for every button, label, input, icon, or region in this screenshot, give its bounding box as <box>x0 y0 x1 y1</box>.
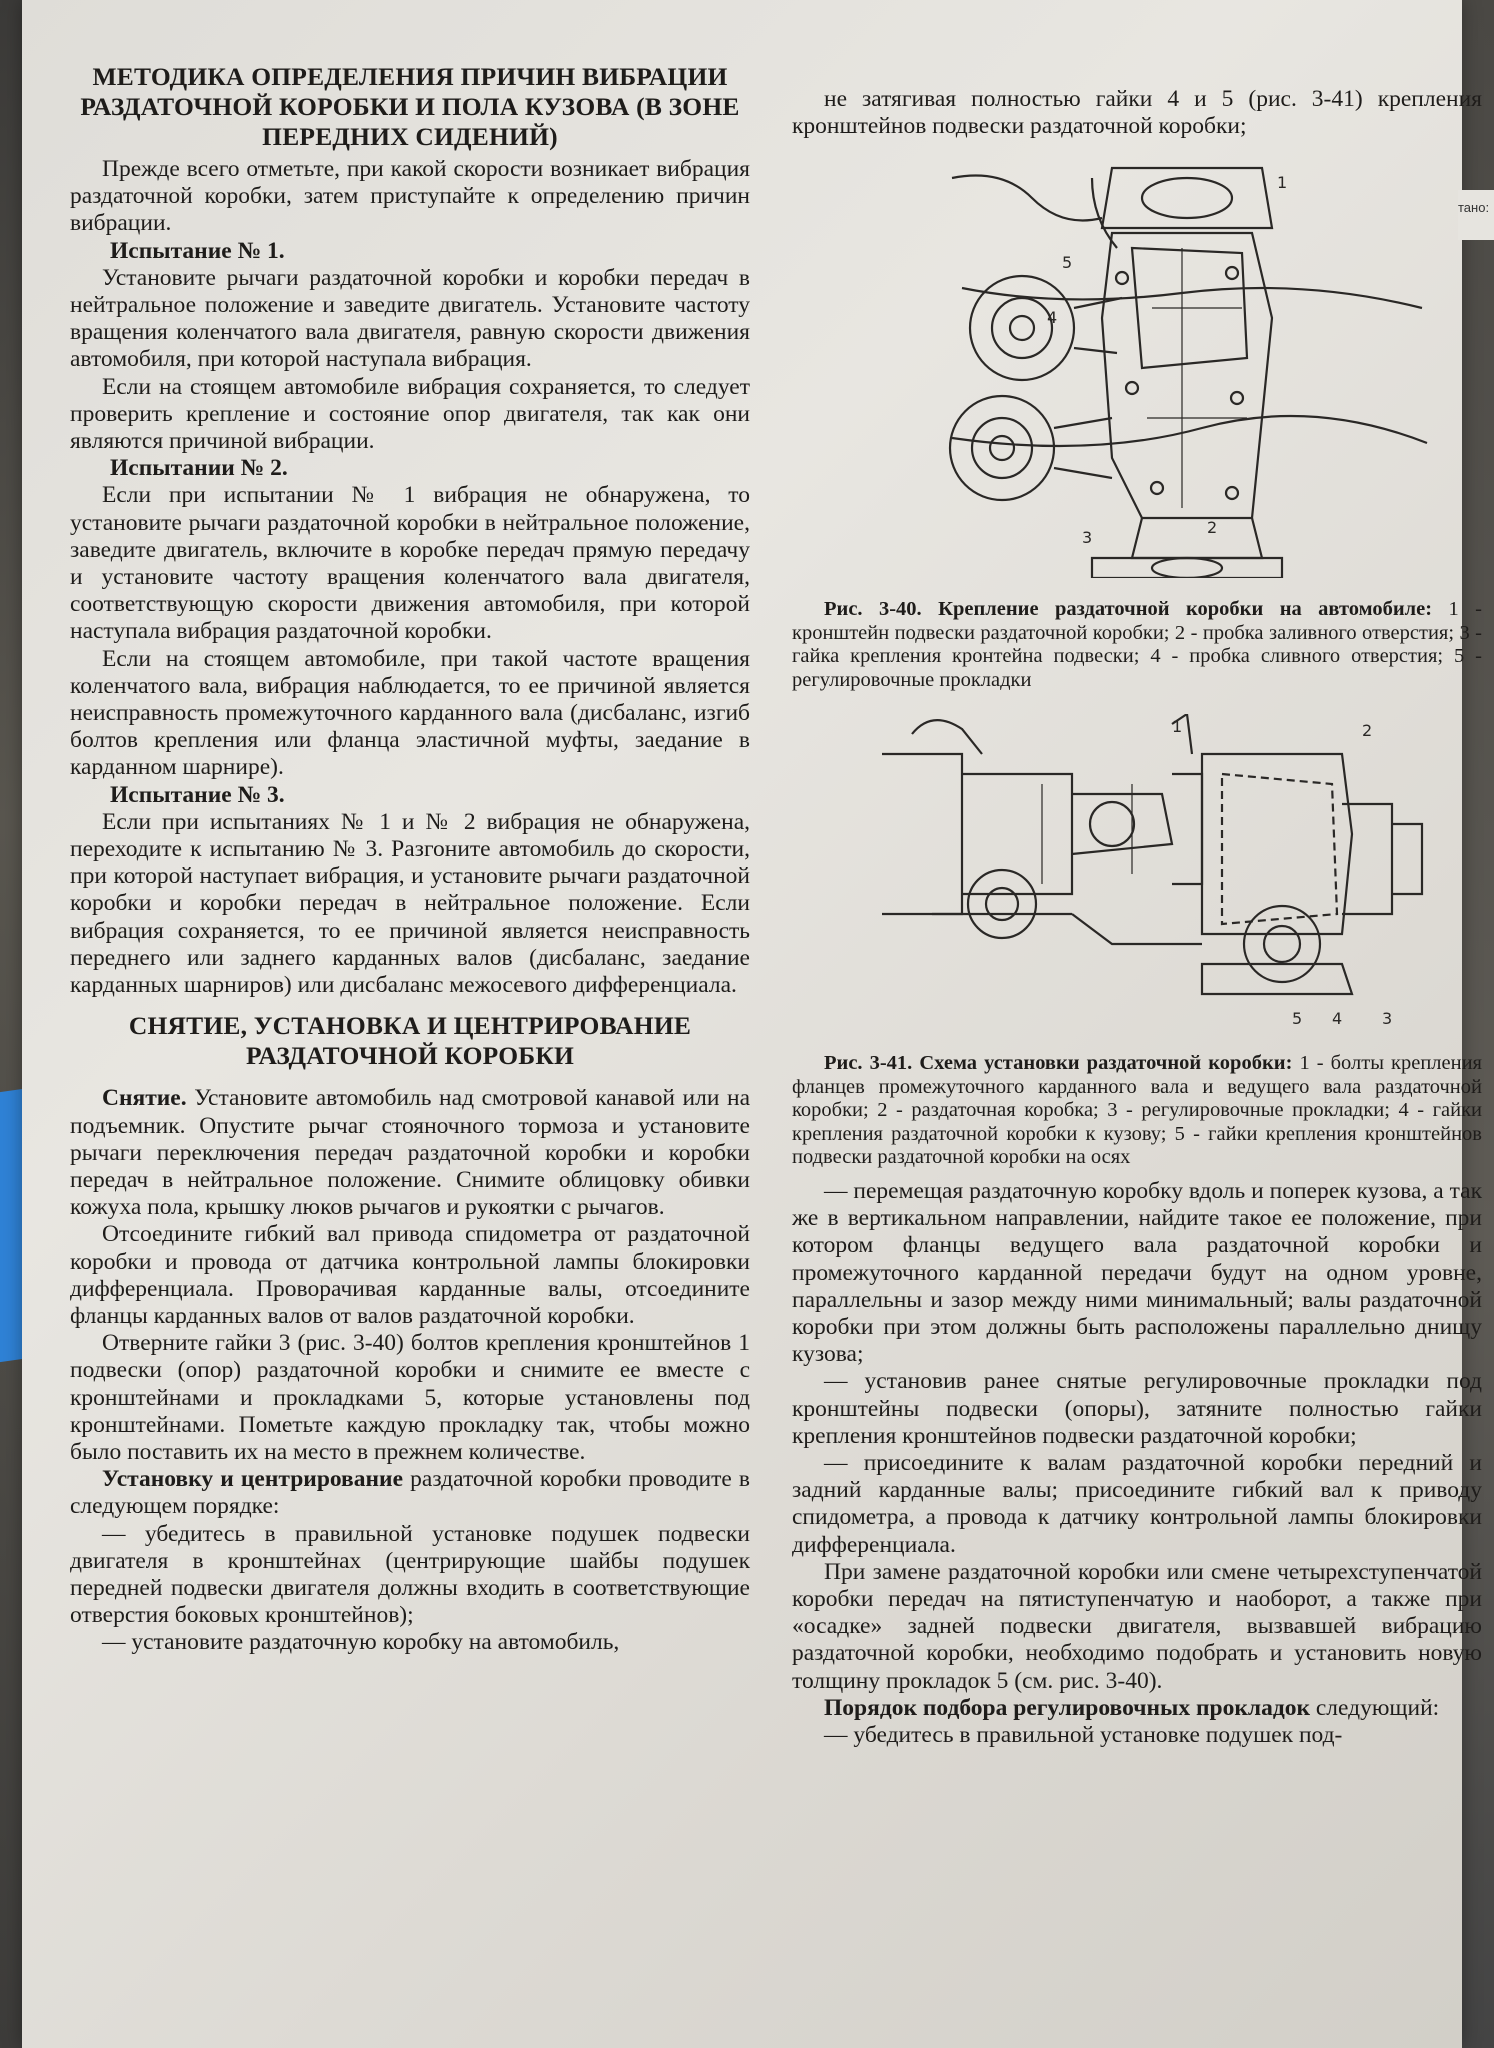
disconnect-paragraph: Отсоедините гибкий вал привода спидометра от раздаточной коробки и провода от датчика контрольной лампы блокировки дифференциала. Проворачивая карданные валы, отсоедините фланцы карданных валов от валов раздаточной коробки. <box>70 1221 750 1329</box>
install-paragraph <box>70 1466 750 1520</box>
right-top-text: не затягивая полностью гайки 4 и 5 (рис. 3-41) крепления кронштейнов подвески раздаточной коробки; <box>792 86 1482 140</box>
right-column <box>792 86 1482 1749</box>
fig41-label-2: 2 <box>1362 721 1373 741</box>
fig40-label-3: 3 <box>1082 528 1093 548</box>
test1-paragraph-2: Если на стоящем автомобиле вибрация сохраняется, то следует проверить крепление и состояние опор двигателя, так как они являются причиной вибрации. <box>70 373 750 455</box>
fig41-label-1: 1 <box>1172 717 1183 737</box>
install-text: раздаточной коробки проводите в следующем порядке: <box>70 1466 750 1520</box>
section2-title: СНЯТИЕ, УСТАНОВКА И ЦЕНТРИРОВАНИЕ РАЗДАТОЧНОЙ КОРОБКИ <box>128 1011 692 1071</box>
replace-paragraph: При замене раздаточной коробки или смене четырехступенчатой коробки передач на пятиступенчатую и наоборот, а также при «осадке» задней подвески двигателя, вызвавшей вибрацию раздаточной коробки, необходимо подобрать и установить новую толщину прокладок 5 (см. рис. 3-40). <box>792 1558 1482 1694</box>
step-4: — установив ранее снятые регулировочные прокладки под кронштейны подвески (опоры), затяните полностью гайки крепления кронштейнов подвески раздаточной коробки; <box>792 1368 1482 1449</box>
fig40-label-2: 2 <box>1207 518 1218 538</box>
edge-sticker: тано: <box>1458 190 1494 240</box>
order-label: Порядок подбора регулировочных прокладок <box>824 1694 1310 1721</box>
test2-paragraph-2: Если на стоящем автомобиле, при такой частоте вращения коленчатого вала, вибрация наблюдается, то ее причиной является неисправность промежуточного карданного вала (дисбаланс, изгиб болтов крепления или фланца эластичной муфты, заедание в карданном шарнире). <box>70 645 750 781</box>
fig40-label-5: 5 <box>1062 253 1073 273</box>
test2-heading: Испытании № 2. <box>110 455 288 482</box>
install-label: Установку и центрирование <box>102 1466 404 1493</box>
removal-paragraph <box>70 1085 750 1221</box>
figure-3-41-drawing <box>872 714 1432 1034</box>
order-paragraph <box>792 1695 1482 1722</box>
main-title: МЕТОДИКА ОПРЕДЕЛЕНИЯ ПРИЧИН ВИБРАЦИИ РАЗДАТОЧНОЙ КОРОБКИ И ПОЛА КУЗОВА (В ЗОНЕ ПЕРЕДНИХ СИДЕНИЙ) <box>80 62 740 151</box>
step-5: — присоедините к валам раздаточной коробки передний и задний карданные валы; присоедините гибкий вал к приводу спидометра, а провода к датчику контрольной лампы блокировки дифференциала. <box>792 1449 1482 1558</box>
spacer <box>792 1170 1482 1178</box>
step-1: — убедитесь в правильной установке подушек подвески двигателя в кронштейнах (центрирующие шайбы подушек передней подвески двигателя должны входить в соответствующие отверстия боковых кронштейнов); <box>70 1520 750 1629</box>
step-6: — убедитесь в правильной установке подушек под- <box>824 1721 1343 1748</box>
test3-heading: Испытание № 3. <box>110 781 285 808</box>
fig41-caption-label: Рис. 3-41. Схема установки раздаточной коробки: <box>824 1052 1293 1075</box>
fig41-label-4: 4 <box>1332 1009 1343 1029</box>
intro-paragraph: Прежде всего отметьте, при какой скорости возникает вибрация раздаточной коробки, затем приступайте к определению причин вибрации. <box>70 156 750 237</box>
fig40-label-1: 1 <box>1277 173 1288 193</box>
fig41-caption <box>792 1052 1482 1170</box>
fig41-label-3: 3 <box>1382 1009 1393 1029</box>
fig40-caption <box>792 598 1482 692</box>
figure-3-40-drawing <box>942 158 1432 578</box>
test1-paragraph-1: Установите рычаги раздаточной коробки и коробки передач в нейтральное положение и заведите двигатель. Установите частоту вращения коленчатого вала двигателя, равную скорости движения автомобиля, при которой наступала вибрация. <box>70 264 750 373</box>
step-2: — установите раздаточную коробку на автомобиль, <box>102 1629 620 1656</box>
fig41-caption-text: 1 - болты крепления фланцев промежуточного карданного вала и ведущего вала раздаточной коробки; 2 - раздаточная коробка; 3 - регулировочные прокладки; 4 - гайки крепления раздаточной коробки к кузову; 5 - гайки крепления кронштейнов подвески раздаточной коробки на осях <box>792 1052 1482 1169</box>
document-page <box>22 0 1482 2048</box>
fig40-caption-label: Рис. 3-40. Крепление раздаточной коробки на автомобиле: <box>824 598 1433 621</box>
fig40-caption-text: 1 - кронштейн подвески раздаточной коробки; 2 - пробка заливного отверстия; 3 - гайка крепления кронтейна подвески; 4 - пробка сливного отверстия; 5 - регулировочные прокладки <box>792 598 1482 691</box>
test3-paragraph: Если при испытаниях № 1 и № 2 вибрация не обнаружена, переходите к испытанию № 3. Разгоните автомобиль до скорости, при которой наступает вибрация, и установите рычаги раздаточной коробки и коробки передач в нейтральное положение. Если вибрация сохраняется, то ее причиной является неисправность переднего или заднего карданных валов (дисбаланс, заедание карданных шарниров) или дисбаланс межосевого дифференциала. <box>70 808 750 999</box>
left-column <box>70 62 750 1657</box>
order-text: следующий: <box>1310 1694 1440 1721</box>
test2-paragraph-1: Если при испытании № 1 вибрация не обнаружена, то установите рычаги раздаточной коробки в нейтральное положение, заведите двигатель, включите в коробке передач прямую передачу и установите частоту вращения коленчатого вала двигателя, соответствующую скорости движения автомобиля, при которой наступала вибрация раздаточной коробки. <box>70 482 750 645</box>
unscrew-paragraph: Отверните гайки 3 (рис. 3-40) болтов крепления кронштейнов 1 подвески (опор) раздаточной коробки и снимите ее вместе с кронштейнами и прокладками 5, которые установлены под кронштейнами. Пометьте каждую прокладку так, чтобы можно было поставить их на место в прежнем количестве. <box>70 1330 750 1465</box>
fig41-label-5: 5 <box>1292 1009 1303 1029</box>
test1-heading: Испытание № 1. <box>110 237 285 264</box>
removal-text: Установите автомобиль над смотровой канавой или на подъемник. Опустите рычаг стояночного тормоза и установите рычаги переключения передач раздаточной коробки и коробки передач в нейтральное положение. Снимите облицовку обивки кожуха пола, крышку люков рычагов и рукоятки с рычагов. <box>70 1085 750 1221</box>
step-3: — перемещая раздаточную коробку вдоль и поперек кузова, а так же в вертикальном направлении, найдите такое ее положение, при котором фланцы ведущего вала раздаточной коробки и промежуточного карданной передачи будут на одном уровне, параллельны и зазор между ними минимальный; валы раздаточной коробки при этом должны быть расположены параллельно днищу кузова; <box>792 1177 1482 1368</box>
removal-label: Снятие. <box>102 1085 187 1112</box>
fig40-label-4: 4 <box>1047 308 1058 328</box>
